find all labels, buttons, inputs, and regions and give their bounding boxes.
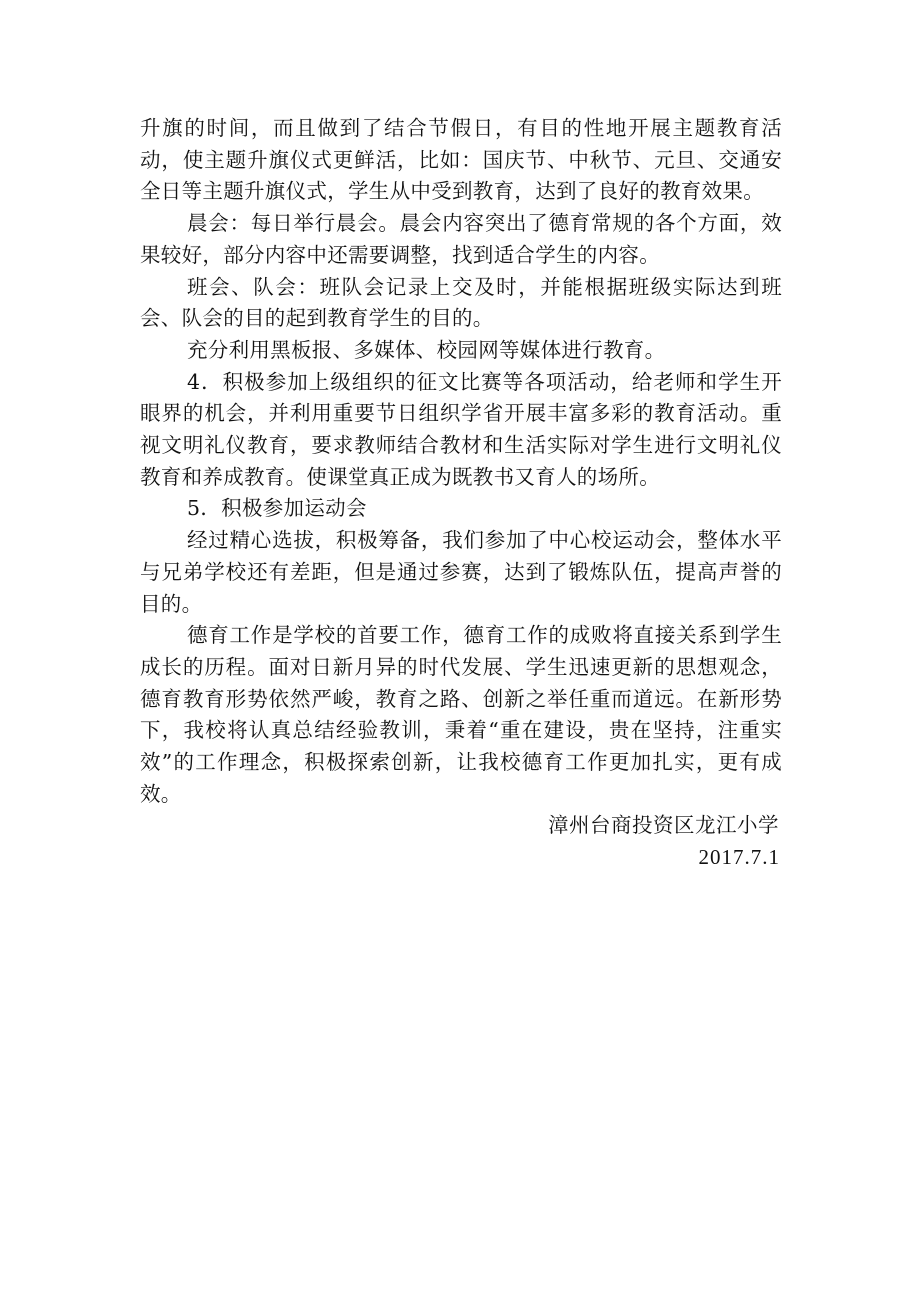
paragraph-sports-meeting: 经过精心选拔，积极筹备，我们参加了中心校运动会，整体水平与兄弟学校还有差距，但是通过参赛，达到了锻炼队伍，提高声誉的目的。 — [140, 528, 782, 616]
document-body — [140, 113, 782, 874]
paragraph-conclusion: 德育工作是学校的首要工作，德育工作的成败将直接关系到学生成长的历程。面对日新月异的时代发展、学生迅速更新的思想观念，德育教育形势依然严峻，教育之路、创新之举任重而道远。在新形势下，我校将认真总结经验教训，秉着“重在建设，贵在坚持，注重实效”的工作理念，积极探索创新，让我校德育工作更加扎实，更有成效。 — [140, 623, 782, 806]
paragraph-morning-meeting: 晨会：每日举行晨会。晨会内容突出了德育常规的各个方面，效果较好，部分内容中还需要调整，找到适合学生的内容。 — [140, 211, 782, 267]
paragraph-section-4: 4．积极参加上级组织的征文比赛等各项活动，给老师和学生开眼界的机会，并利用重要节日组织学省开展丰富多彩的教育活动。重视文明礼仪教育，要求教师结合教材和生活实际对学生进行文明礼仪教育和养成教育。使课堂真正成为既教书又育人的场所。 — [140, 369, 782, 489]
signature-school-name: 漳州台商投资区龙江小学 — [548, 813, 779, 838]
signature-date: 2017.7.1 — [698, 845, 780, 870]
section-5-heading: 5．积极参加运动会 — [187, 496, 367, 521]
paragraph-class-meeting: 班会、队会：班队会记录上交及时，并能根据班级实际达到班会、队会的目的起到教育学生的目的。 — [140, 274, 782, 331]
paragraph-media-education: 充分利用黑板报、多媒体、校园网等媒体进行教育。 — [187, 337, 666, 362]
paragraph-flag-raising-continued: 升旗的时间，而且做到了结合节假日，有目的性地开展主题教育活动，使主题升旗仪式更鲜活，比如：国庆节、中秋节、元旦、交通安全日等主题升旗仪式，学生从中受到教育，达到了良好的教育效果。 — [140, 116, 782, 204]
